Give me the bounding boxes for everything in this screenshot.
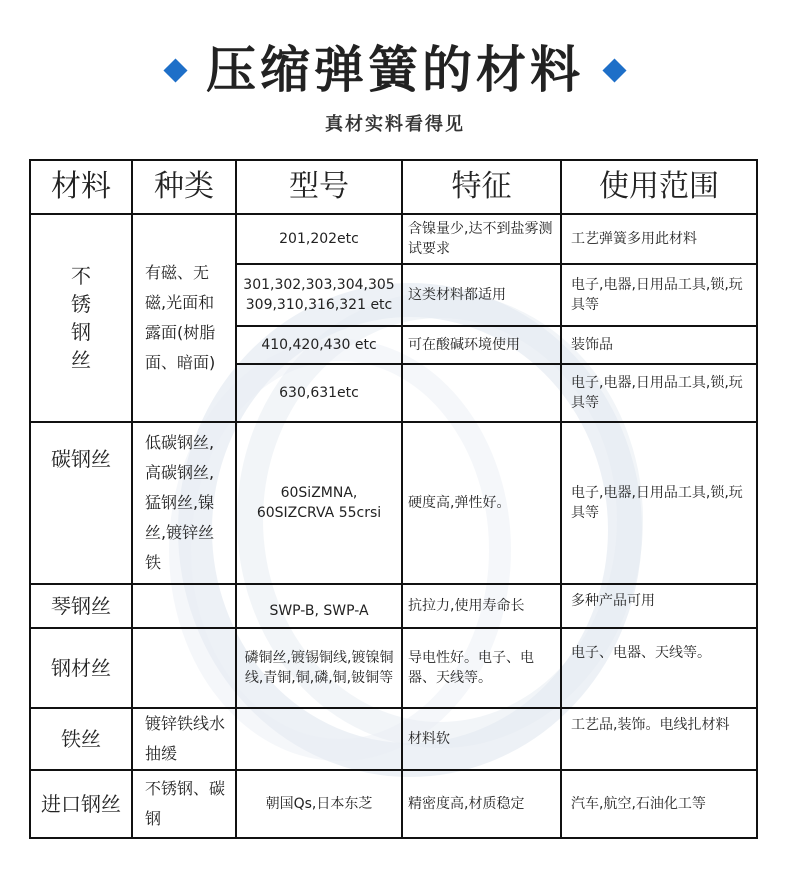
feature-cell: 这类材料都适用	[402, 264, 561, 326]
model-cell: 磷铜丝,镀锡铜线,镀镍铜线,青铜,铜,磷,铜,铍铜等	[236, 628, 402, 708]
model-cell: 301,302,303,304,305 309,310,316,321 etc	[236, 264, 402, 326]
feature-cell: 可在酸碱环境使用	[402, 326, 561, 364]
feature-cell: 抗拉力,使用寿命长	[402, 584, 561, 628]
feature-cell: 硬度高,弹性好。	[402, 422, 561, 584]
usage-cell: 多种产品可用	[561, 584, 757, 628]
usage-cell: 电子,电器,日用品工具,锁,玩具等	[561, 364, 757, 422]
model-cell: 201,202etc	[236, 214, 402, 264]
model-cell	[236, 708, 402, 770]
column-header: 种类	[132, 160, 236, 214]
model-cell: 410,420,430 etc	[236, 326, 402, 364]
table-row	[30, 708, 757, 770]
material-cell: 铁丝	[30, 708, 132, 770]
model-cell: 朝国Qs,日本东芝	[236, 770, 402, 838]
table-row	[30, 770, 757, 838]
feature-cell: 导电性好。电子、电器、天线等。	[402, 628, 561, 708]
kind-cell: 不锈钢、碳钢	[132, 770, 236, 838]
column-header: 特征	[402, 160, 561, 214]
feature-cell	[402, 364, 561, 422]
column-header: 材料	[30, 160, 132, 214]
kind-cell: 镀锌铁线水抽缓	[132, 708, 236, 770]
feature-cell: 精密度高,材质稳定	[402, 770, 561, 838]
table-row	[30, 628, 757, 708]
table-row	[30, 214, 757, 264]
usage-cell: 工艺弹簧多用此材料	[561, 214, 757, 264]
material-cell: 进口钢丝	[30, 770, 132, 838]
feature-cell: 材料软	[402, 708, 561, 770]
material-cell: 碳钢丝	[30, 422, 132, 584]
title-row	[0, 38, 790, 102]
usage-cell: 工艺品,装饰。电线扎材料	[561, 708, 757, 770]
table-header-row	[30, 160, 757, 214]
kind-cell	[132, 584, 236, 628]
diamond-right-icon	[602, 58, 626, 82]
feature-cell: 含镍量少,达不到盐雾测试要求	[402, 214, 561, 264]
usage-cell: 电子,电器,日用品工具,锁,玩具等	[561, 264, 757, 326]
material-cell: 不锈钢丝	[30, 214, 132, 422]
usage-cell: 电子,电器,日用品工具,锁,玩具等	[561, 422, 757, 584]
model-cell: 630,631etc	[236, 364, 402, 422]
material-cell: 钢材丝	[30, 628, 132, 708]
table-row	[30, 584, 757, 628]
model-cell: SWP-B, SWP-A	[236, 584, 402, 628]
usage-cell: 汽车,航空,石油化工等	[561, 770, 757, 838]
table-row	[30, 422, 757, 584]
usage-cell: 装饰品	[561, 326, 757, 364]
material-cell: 琴钢丝	[30, 584, 132, 628]
kind-cell: 低碳钢丝,高碳钢丝,猛钢丝,镍丝,镀锌丝铁	[132, 422, 236, 584]
kind-cell	[132, 628, 236, 708]
page-title: 压缩弹簧的材料	[206, 41, 584, 99]
column-header: 使用范围	[561, 160, 757, 214]
material-table	[29, 159, 758, 839]
page-subtitle: 真材实料看得见	[325, 114, 465, 135]
column-header: 型号	[236, 160, 402, 214]
kind-cell: 有磁、无磁,光面和露面(树脂面、暗面)	[132, 214, 236, 422]
usage-cell: 电子、电器、天线等。	[561, 628, 757, 708]
diamond-left-icon	[163, 58, 187, 82]
model-cell: 60SiZMNA, 60SIZCRVA 55crsi	[236, 422, 402, 584]
